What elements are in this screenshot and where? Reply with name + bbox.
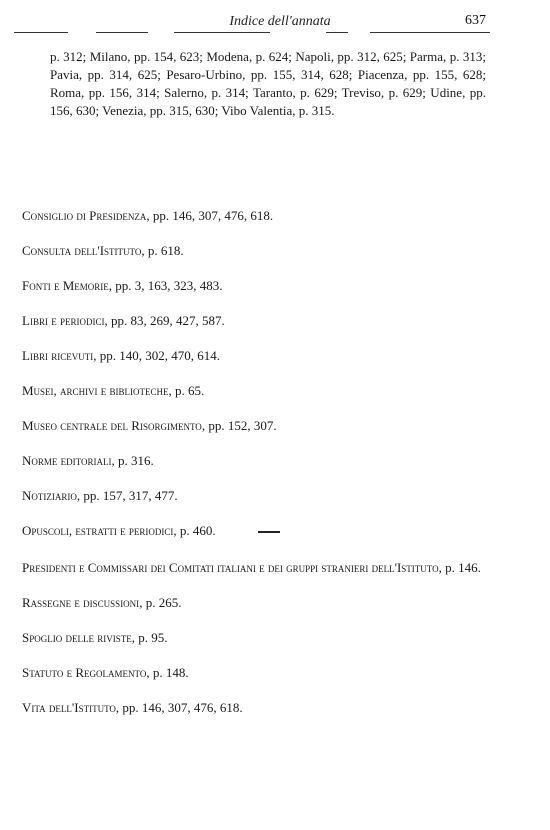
running-title: Indice dell'annata	[229, 14, 331, 29]
index-entry	[22, 277, 492, 295]
entry-heading: Opuscoli, estratti e periodici	[22, 523, 174, 538]
entry-refs: , pp. 83, 269, 427, 587.	[104, 313, 225, 328]
header-rule-left-inner	[96, 32, 148, 33]
entry-refs: , pp. 146, 307, 476, 618.	[146, 208, 274, 223]
entry-refs: , pp. 152, 307.	[201, 418, 277, 433]
entry-refs: , p. 65.	[168, 383, 205, 398]
entry-heading: Consulta dell'Istituto	[22, 243, 142, 258]
print-mark	[258, 531, 280, 533]
index-entry	[22, 559, 492, 577]
index-entry	[22, 699, 492, 717]
header-rule-left-outer	[14, 32, 68, 33]
index-entry	[22, 487, 492, 505]
index-entry	[22, 382, 492, 400]
index-continuation	[50, 48, 486, 120]
entry-refs: , p. 95.	[131, 630, 168, 645]
entry-refs: , p. 146.	[438, 560, 481, 575]
entry-heading: Consiglio di Presidenza	[22, 208, 147, 223]
entry-refs: , pp. 157, 317, 477.	[76, 488, 178, 503]
entry-heading: Musei, archivi e biblioteche	[22, 383, 169, 398]
entry-refs: , pp. 140, 302, 470, 614.	[93, 348, 220, 363]
index-entry	[22, 522, 492, 540]
header-rule-right-short	[326, 32, 348, 33]
index-entry	[22, 594, 492, 612]
entry-refs: , p. 148.	[146, 665, 189, 680]
entry-heading: Rassegne e discussioni	[22, 595, 140, 610]
index-entry	[22, 347, 492, 365]
entry-heading: Museo centrale del Risorgimento	[22, 418, 202, 433]
index-entries	[22, 207, 492, 717]
index-entry	[22, 207, 492, 225]
page-number: 637	[465, 13, 486, 28]
entry-heading: Libri ricevuti	[22, 348, 94, 363]
index-entry	[22, 242, 492, 260]
entry-refs: , pp. 146, 307, 476, 618.	[115, 700, 243, 715]
header-rule-left-title	[174, 32, 270, 33]
entry-refs: , p. 618.	[141, 243, 184, 258]
entry-refs: , p. 316.	[111, 453, 154, 468]
entry-heading: Vita dell'Istituto	[22, 700, 116, 715]
entry-heading: Spoglio delle riviste	[22, 630, 132, 645]
entry-heading: Presidenti e Commissari dei Comitati italiani e dei gruppi stranieri dell'Istituto	[22, 560, 439, 575]
index-entry	[22, 417, 492, 435]
entry-refs: , pp. 3, 163, 323, 483.	[108, 278, 223, 293]
index-entry	[22, 629, 492, 647]
running-header	[0, 0, 550, 44]
entry-heading: Norme editoriali	[22, 453, 112, 468]
continuation-text: p. 312; Milano, pp. 154, 623; Modena, p. 624; Napoli, pp. 312, 625; Parma, p. 313; Pavia, pp. 314, 625; Pesaro-Urbino, pp. 155, 314, 628; Piacenza, pp. 155, 628; Roma, pp. 156, 314; Salerno, p. 314; Taranto, p. 629; Treviso, p. 629; Udine, pp. 156, 630; Venezia, pp. 315, 630; Vibo Valentia, p. 315.	[50, 49, 486, 118]
index-entry	[22, 312, 492, 330]
index-entry	[22, 664, 492, 682]
entry-heading: Notiziario	[22, 488, 77, 503]
entry-refs: , p. 460.	[173, 523, 216, 538]
header-rule-right-long	[370, 32, 490, 33]
entry-refs: , p. 265.	[139, 595, 182, 610]
entry-heading: Fonti e Memorie	[22, 278, 109, 293]
entry-heading: Libri e periodici	[22, 313, 105, 328]
index-entry	[22, 452, 492, 470]
entry-heading: Statuto e Regolamento	[22, 665, 147, 680]
